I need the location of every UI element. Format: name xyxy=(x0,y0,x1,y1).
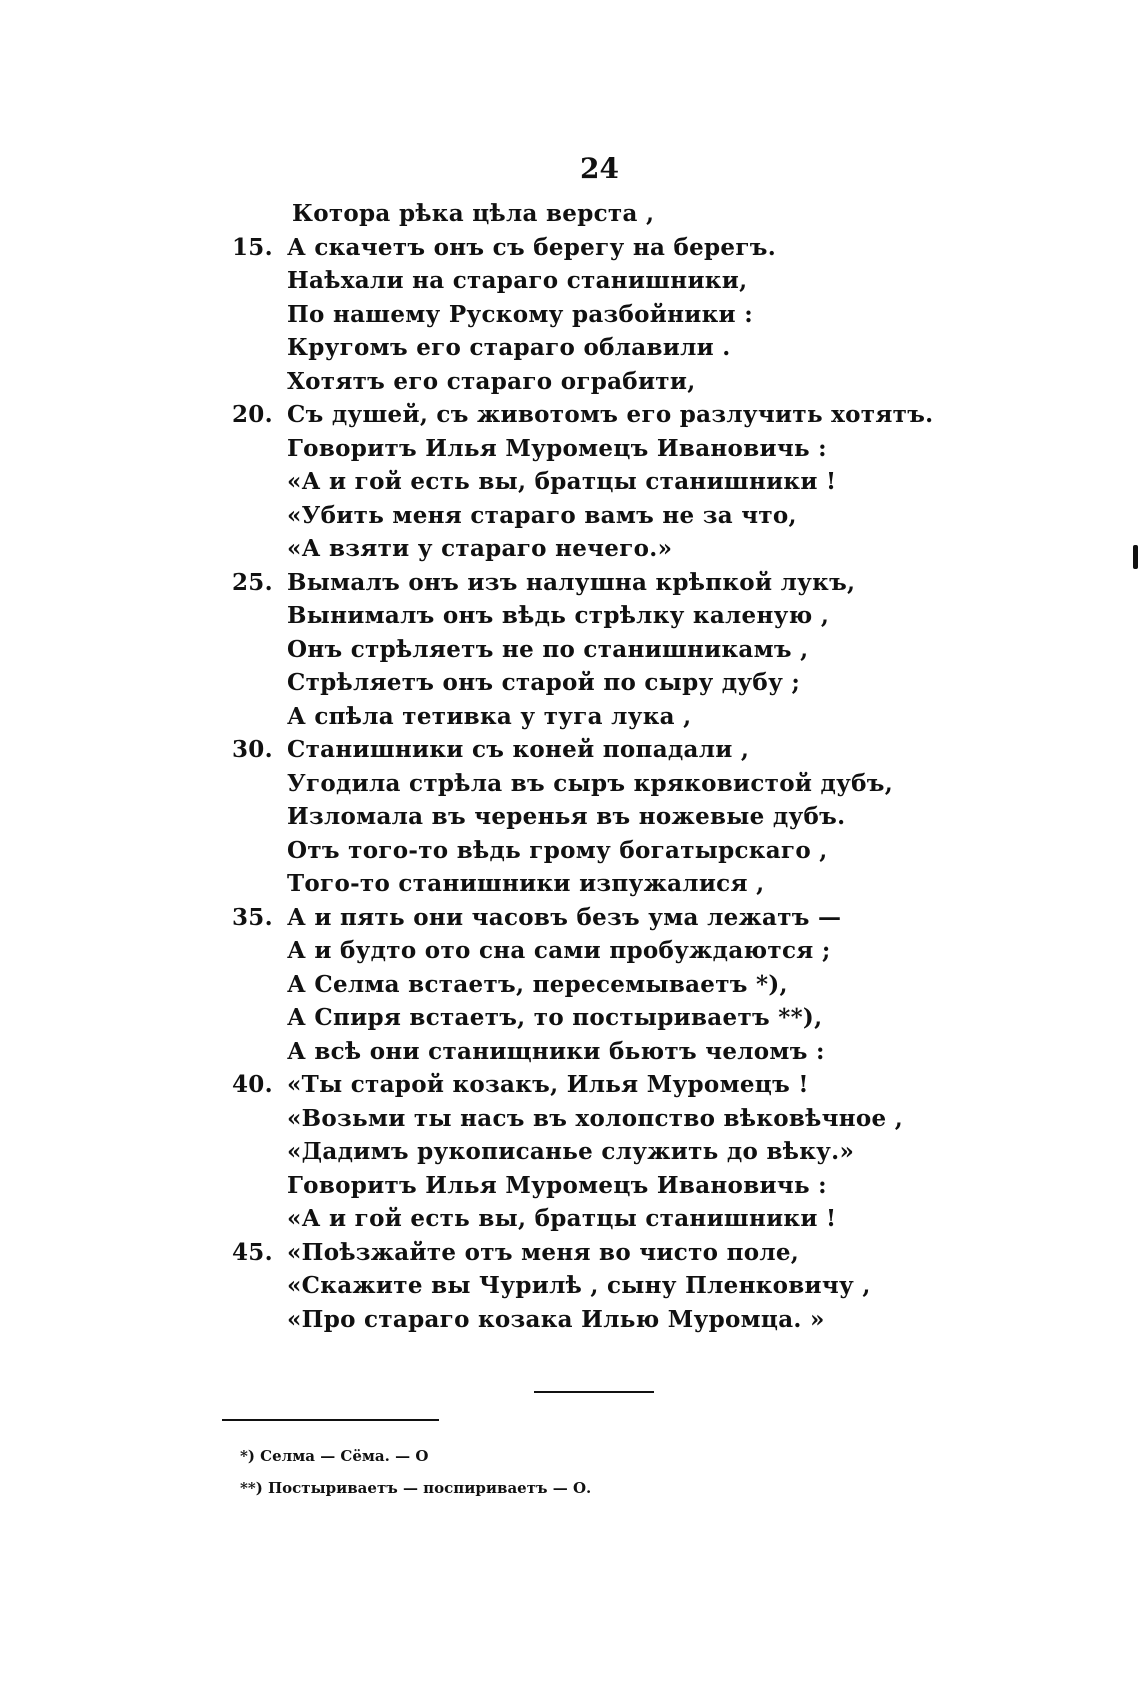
verse-text: Стрѣляетъ онъ старой по сыру дубу ; xyxy=(287,669,801,696)
footnote-1: *) Селма — Сёма. — О xyxy=(240,1447,429,1465)
verse-line xyxy=(0,834,1140,868)
verse-text: «Убить меня стараго вамъ не за что, xyxy=(287,501,797,529)
verse-text: Говоритъ Илья Муромецъ Ивановичь : xyxy=(287,1171,827,1199)
verse-text: А скачетъ онъ съ берегу на берегъ. xyxy=(287,233,776,261)
verse-line xyxy=(0,700,1140,734)
verse-text: «Поѣзжайте отъ меня во чисто поле, xyxy=(287,1238,800,1266)
verse-text: По нашему Рускому разбойники : xyxy=(287,300,754,328)
verse-line xyxy=(0,1001,1140,1035)
verse-number: 15. xyxy=(232,233,273,261)
verse-text: «Ты старой козакъ, Илья Муромецъ ! xyxy=(287,1071,809,1098)
verse-line xyxy=(0,633,1140,667)
verse-text: «Скажите вы Чурилѣ , сыну Пленковичу , xyxy=(287,1272,871,1299)
verse-text: Станишники съ коней попадали , xyxy=(287,736,750,763)
verse-line xyxy=(0,1303,1140,1337)
verse-line xyxy=(0,666,1140,700)
verse-line xyxy=(0,1102,1140,1136)
verse-line xyxy=(0,566,1140,600)
verse-number: 45. xyxy=(232,1238,273,1266)
verse-line xyxy=(0,499,1140,533)
verse-number: 35. xyxy=(232,903,273,931)
verse-line xyxy=(0,532,1140,566)
verse-line xyxy=(0,298,1140,332)
verse-number: 40. xyxy=(232,1071,273,1098)
verse-text: «А и гой есть вы, братцы станишники ! xyxy=(287,1205,837,1232)
verse-line xyxy=(0,1135,1140,1169)
verse-text: А и пять они часовъ безъ ума лежатъ — xyxy=(287,903,842,931)
verse-text: Того-то станишники изпужалися , xyxy=(287,870,765,897)
verse-line xyxy=(0,365,1140,399)
verse-text: А спѣла тетивка у туга лука , xyxy=(287,702,692,730)
footnote-rule xyxy=(222,1419,439,1421)
verse-text: «Про стараго козака Илью Муромца. » xyxy=(287,1305,825,1333)
verse-line xyxy=(0,1269,1140,1303)
verse-line xyxy=(0,1169,1140,1203)
verse-text: Отъ того-то вѣдь грому богатырскаго , xyxy=(287,836,828,864)
verse-line xyxy=(0,934,1140,968)
verse-line xyxy=(0,733,1140,767)
verse-number: 20. xyxy=(232,401,273,428)
verse-line xyxy=(0,465,1140,499)
verse-text: Съ душей, съ животомъ его разлучить хотятъ. xyxy=(287,401,934,428)
verse-text: «Дадимъ рукописанье служить до вѣку.» xyxy=(287,1138,855,1165)
verse-line xyxy=(0,1236,1140,1270)
verse-text: Вымалъ онъ изъ налушна крѣпкой лукъ, xyxy=(287,568,856,596)
verse-line xyxy=(0,867,1140,901)
verse-line xyxy=(0,1202,1140,1236)
verse-line xyxy=(0,1035,1140,1069)
verse-line xyxy=(0,968,1140,1002)
verse-text: А всѣ они станищники бьютъ челомъ : xyxy=(287,1037,825,1065)
verse-number: 25. xyxy=(232,568,273,596)
verse-text: А и будто ото сна сами пробуждаются ; xyxy=(287,937,831,964)
verse-text: «А и гой есть вы, братцы станишники ! xyxy=(287,468,837,495)
verse-text: «А взяти у стараго нечего.» xyxy=(287,535,673,562)
verse-line xyxy=(0,432,1140,466)
verse-number: 30. xyxy=(232,736,273,763)
verse-text: А Селма встаетъ, пересемываетъ *), xyxy=(287,970,788,998)
footnotes xyxy=(240,1440,591,1504)
verse-text: Хотятъ его стараго ограбити, xyxy=(287,367,696,395)
verse-text: Вынималъ онъ вѣдь стрѣлку каленую , xyxy=(287,602,830,629)
page-number: 24 xyxy=(580,152,619,185)
verse-text: Угодила стрѣла въ сыръ кряковистой дубъ, xyxy=(287,769,894,797)
section-rule xyxy=(534,1391,654,1393)
verse-text: Изломала въ черенья въ ножевые дубъ. xyxy=(287,803,846,830)
verse-text: Онъ стрѣляетъ не по станишникамъ , xyxy=(287,635,809,663)
verse-line xyxy=(0,197,1140,231)
edge-mark xyxy=(1133,545,1138,569)
verse-line xyxy=(0,331,1140,365)
verse-line xyxy=(0,264,1140,298)
verse-text: Котора рѣка цѣла верста , xyxy=(292,200,655,227)
verse-text: Говоритъ Илья Муромецъ Ивановичь : xyxy=(287,434,827,462)
verse-text: Наѣхали на стараго станишники, xyxy=(287,267,748,294)
verse-line xyxy=(0,901,1140,935)
footnote-2: **) Постыриваетъ — поспириваетъ — О. xyxy=(240,1479,592,1497)
verse-line xyxy=(0,398,1140,432)
verse-line xyxy=(0,599,1140,633)
verse-line xyxy=(0,231,1140,265)
verse-text: А Спиря встаетъ, то постыриваетъ **), xyxy=(287,1004,823,1031)
verse-line xyxy=(0,767,1140,801)
verse-text: Кругомъ его стараго облавили . xyxy=(287,334,731,361)
verse-line xyxy=(0,800,1140,834)
verse-line xyxy=(0,1068,1140,1102)
poem xyxy=(0,197,1140,1336)
verse-text: «Возьми ты насъ въ холопство вѣковѣчное , xyxy=(287,1104,904,1132)
